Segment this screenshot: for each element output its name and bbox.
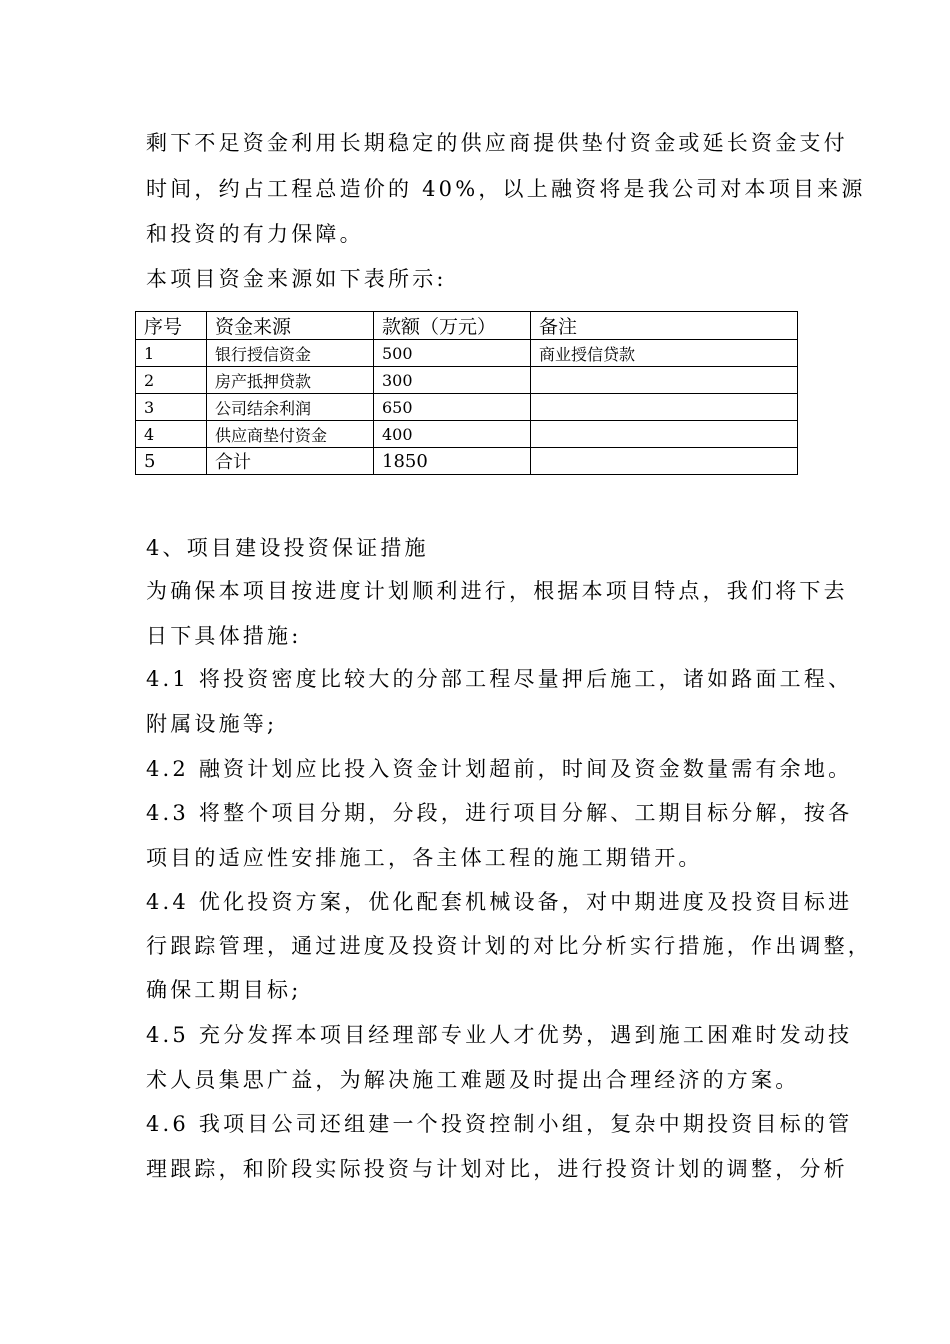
paragraph-line: 4.1 将投资密度比较大的分部工程尽量押后施工，诸如路面工程、: [146, 667, 853, 691]
paragraph-line: 剩下不足资金利用长期稳定的供应商提供垫付资金或延长资金支付: [146, 131, 848, 155]
paragraph-line: 理跟踪，和阶段实际投资与计划对比，进行投资计划的调整，分析: [146, 1157, 848, 1181]
table-cell: 300: [374, 367, 531, 394]
table-cell: 5: [136, 448, 207, 475]
table-cell: 供应商垫付资金: [207, 421, 374, 448]
header-cell: 资金来源: [207, 312, 374, 340]
paragraph-line: 日下具体措施:: [146, 624, 302, 648]
table-cell: 500: [374, 340, 531, 367]
table-header-row: [136, 312, 798, 340]
table-cell: 公司结余利润: [207, 394, 374, 421]
table-cell: 400: [374, 421, 531, 448]
paragraph-line: 时间，约占工程总造价的 40%，以上融资将是我公司对本项目来源: [146, 177, 866, 201]
table-cell: 银行授信资金: [207, 340, 374, 367]
header-cell: 备注: [531, 312, 798, 340]
table-row: [136, 421, 798, 448]
paragraph-line: 4.4 优化投资方案，优化配套机械设备，对中期进度及投资目标进: [146, 890, 853, 914]
table-cell: [531, 394, 798, 421]
paragraph-line: 4.2 融资计划应比投入资金计划超前，时间及资金数量需有余地。: [146, 757, 853, 781]
header-cell: 序号: [136, 312, 207, 340]
table-cell: 650: [374, 394, 531, 421]
table-cell: 1850: [374, 448, 531, 475]
table-cell: 2: [136, 367, 207, 394]
header-cell: 款额（万元）: [374, 312, 531, 340]
table-row: [136, 340, 798, 367]
section-heading: 4、项目建设投资保证措施: [146, 536, 429, 560]
paragraph-line: 术人员集思广益，为解决施工难题及时提出合理经济的方案。: [146, 1068, 800, 1092]
table-cell: 房产抵押贷款: [207, 367, 374, 394]
paragraph-line: 和投资的有力保障。: [146, 222, 364, 246]
table-cell: [531, 367, 798, 394]
table-row: [136, 394, 798, 421]
paragraph-line: 确保工期目标;: [146, 978, 302, 1002]
table-cell: [531, 448, 798, 475]
table-cell: 合计: [207, 448, 374, 475]
table-cell: 1: [136, 340, 207, 367]
table-cell: 4: [136, 421, 207, 448]
paragraph-line: 项目的适应性安排施工，各主体工程的施工期错开。: [146, 846, 703, 870]
paragraph-line: 4.3 将整个项目分期，分段，进行项目分解、工期目标分解，按各: [146, 801, 853, 825]
paragraph-line: 本项目资金来源如下表所示:: [146, 267, 447, 291]
funding-table: [135, 311, 798, 475]
table-cell: 3: [136, 394, 207, 421]
paragraph-line: 附属设施等;: [146, 712, 278, 736]
table-cell: [531, 421, 798, 448]
paragraph-line: 4.6 我项目公司还组建一个投资控制小组，复杂中期投资目标的管: [146, 1112, 853, 1136]
paragraph-line: 行跟踪管理，通过进度及投资计划的对比分析实行措施，作出调整，: [146, 934, 872, 958]
table-total-row: [136, 448, 798, 475]
table-row: [136, 367, 798, 394]
paragraph-line: 为确保本项目按进度计划顺利进行，根据本项目特点，我们将下去: [146, 579, 848, 603]
paragraph-line: 4.5 充分发挥本项目经理部专业人才优势，遇到施工困难时发动技: [146, 1023, 853, 1047]
table-cell: 商业授信贷款: [531, 340, 798, 367]
